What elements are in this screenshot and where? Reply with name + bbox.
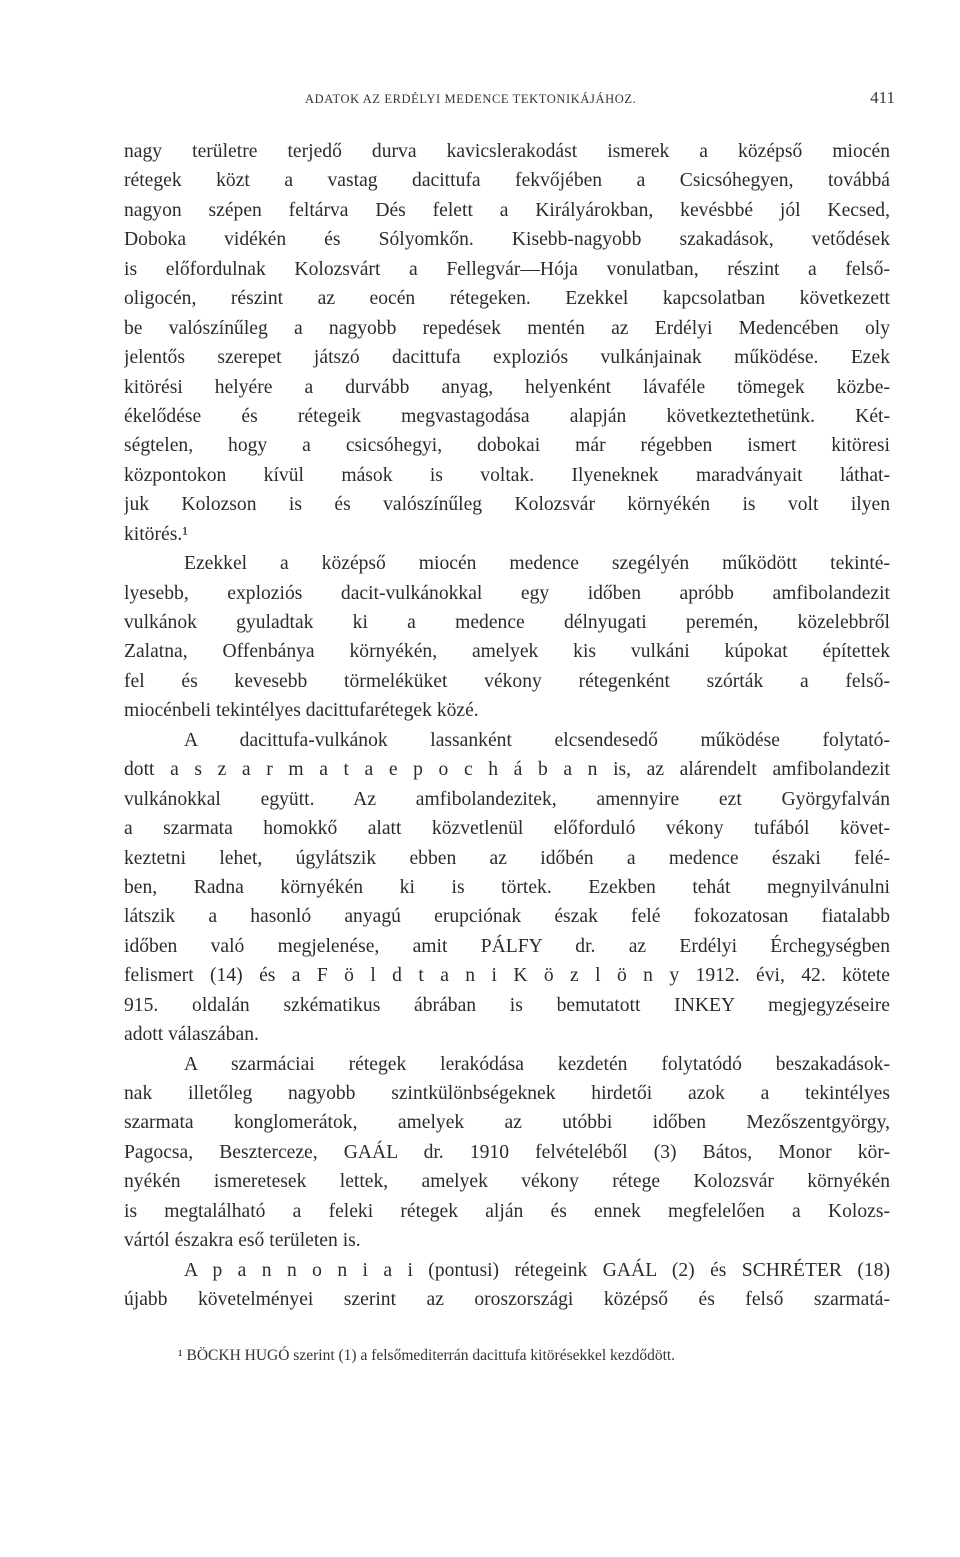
- text-line: ségtelen, hogy a csicsóhegyi, dobokai már régebben ismert kitöresi: [124, 435, 890, 457]
- text-line: dott a s z a r m a t a e p o c h á b a n is, az alárendelt amfibolandezit: [124, 759, 890, 781]
- text-line: nyékén ismeretesek lettek, amelyek vékony rétege Kolozsvár környékén: [124, 1171, 890, 1193]
- running-title: ADATOK AZ ERDÉLYI MEDENCE TEKTONIKÁJÁHOZ.: [305, 92, 637, 106]
- text-line: A szarmáciai rétegek lerakódása kezdetén folytatódó beszakadások-: [184, 1053, 890, 1075]
- text-line: Ezekkel a középső miocén medence szegélyén működött tekinté-: [184, 553, 890, 575]
- text-line: oligocén, részint az eocén rétegeken. Ezekkel kapcsolatban következett: [124, 288, 890, 310]
- text-line: A dacittufa-vulkánok lassanként elcsendesedő működése folytató-: [184, 729, 890, 751]
- text-line: juk Kolozson is és valószínűleg Kolozsvár környékén is volt ilyen: [124, 494, 890, 516]
- body-text: [124, 137, 890, 1315]
- text-line: Pagocsa, Beszterceze, GAÁL dr. 1910 felvételéből (3) Bátos, Monor kör-: [124, 1141, 890, 1163]
- text-line: felismert (14) és a F ö l d t a n i K ö z l ö n y 1912. évi, 42. kötete: [124, 965, 890, 987]
- text-line: Zalatna, Offenbánya környékén, amelyek kis vulkáni kúpokat építettek: [124, 641, 890, 663]
- text-line: központokon kívül mások is voltak. Ilyeneknek maradványait láthat-: [124, 464, 890, 486]
- text-line: kitörési helyére a durvább anyag, helyenként lávaféle tömegek közbe-: [124, 376, 890, 398]
- text-line: fel és kevesebb törmeléküket vékony rétegenként szórták a felső-: [124, 670, 890, 692]
- text-line: be valószínűleg a nagyobb repedések mentén az Erdélyi Medencében oly: [124, 317, 890, 339]
- text-line: időben való megjelenése, amit PÁLFY dr. az Erdélyi Érchegységben: [124, 935, 890, 957]
- text-line: szarmata konglomerátok, amelyek az utóbbi időben Mezőszentgyörgy,: [124, 1112, 890, 1134]
- text-line: is előfordulnak Kolozsvárt a Fellegvár—Hója vonulatban, részint a felső-: [124, 258, 890, 280]
- text-line: ékelődése és rétegeik megvastagodása alapján következtethetünk. Két-: [124, 405, 890, 427]
- text-line: lyesebb, exploziós dacit-vulkánokkal egy időben apróbb amfibolandezit: [124, 582, 890, 604]
- text-line: nak illetőleg nagyobb szintkülönbségeknek hirdetői azok a tekintélyes: [124, 1083, 890, 1104]
- text-line: vulkánok gyuladtak ki a medence délnyugati peremén, közelebbről: [124, 612, 890, 633]
- text-line: is megtalálható a feleki rétegek alján és ennek megfelelően a Kolozs-: [124, 1200, 890, 1222]
- text-line: 915. oldalán szkématikus ábrában is bemutatott INKEY megjegyzéseire: [124, 994, 890, 1016]
- text-line: A p a n n o n i a i (pontusi) rétegeink GAÁL (2) és SCHRÉTER (18): [184, 1259, 890, 1281]
- text-line: újabb követelményei szerint az oroszországi középső és felső szarmatá-: [124, 1289, 890, 1311]
- text-line: a szarmata homokkő alatt közvetlenül előforduló vékony tufából követ-: [124, 818, 890, 840]
- text-line: nagy területre terjedő durva kavicslerakodást ismerek a középső miocén: [124, 141, 890, 162]
- text-line: keztetni lehet, úgylátszik ebben az időbén a medence északi felé-: [124, 847, 890, 869]
- text-line: miocénbeli tekintélyes dacittufarétegek közé.: [124, 700, 479, 722]
- text-line: vártól északra eső területen is.: [124, 1230, 361, 1252]
- text-line: ben, Radna környékén ki is törtek. Ezekben tehát megnyilvánulni: [124, 876, 890, 898]
- footnote: ¹ BÖCKH HUGÓ szerint (1) a felsőmediterrán dacittufa kitörésekkel kezdődött.: [178, 1347, 676, 1364]
- text-line: kitörés.¹: [124, 523, 189, 545]
- text-line: rétegek közt a vastag dacittufa fekvőjében a Csicsóhegyen, továbbá: [124, 170, 890, 192]
- text-line: jelentős szerepet játszó dacittufa exploziós vulkánjainak működése. Ezek: [124, 347, 890, 369]
- page-header: [305, 88, 895, 112]
- text-line: adott válaszában.: [124, 1024, 259, 1046]
- text-line: látszik a hasonló anyagú erupciónak észak felé fokozatosan fiatalabb: [124, 906, 890, 928]
- text-line: Doboka vidékén és Sólyomkőn. Kisebb-nagyobb szakadások, vetődések: [124, 229, 890, 251]
- text-line: nagyon szépen feltárva Dés felett a Királyárokban, kevésbbé jól Kecsed,: [124, 199, 890, 221]
- text-line: vulkánokkal együtt. Az amfibolandezitek, amennyire ezt Györgyfalván: [124, 788, 890, 810]
- page-number: 411: [870, 88, 895, 107]
